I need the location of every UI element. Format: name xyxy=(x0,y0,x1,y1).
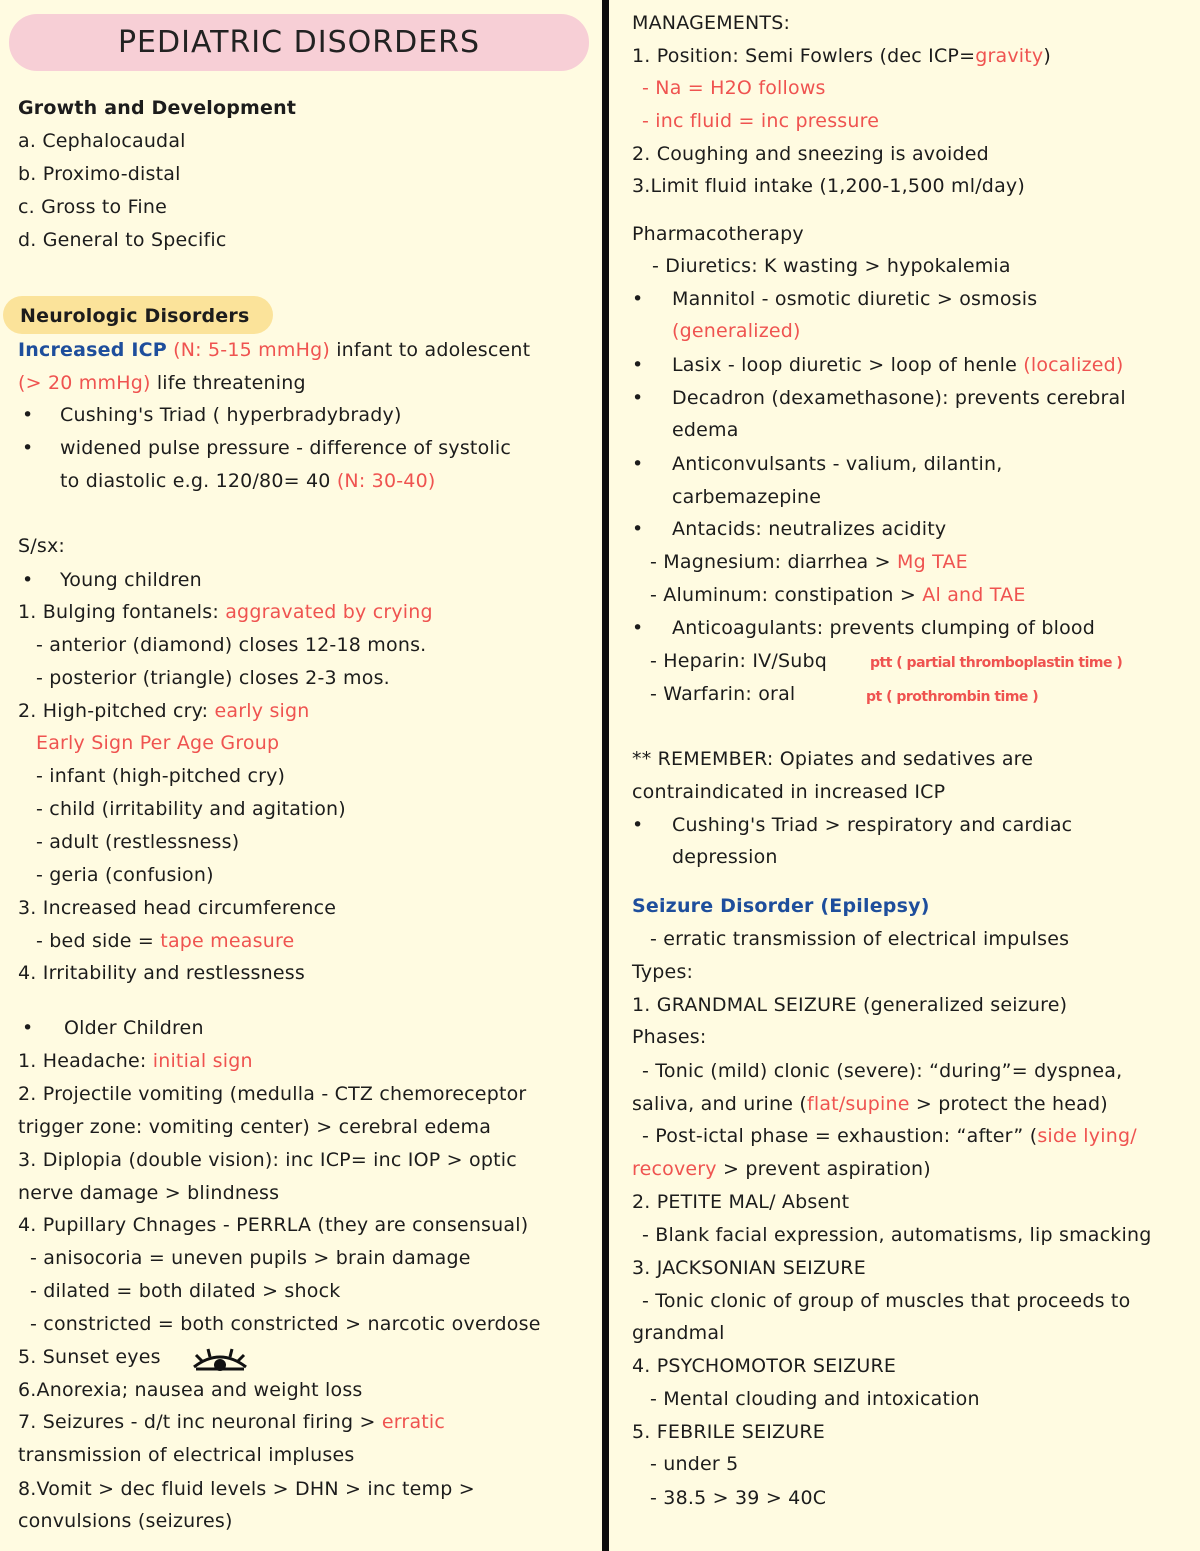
neuro-heading: Neurologic Disorders xyxy=(20,305,250,327)
cry-note: early sign xyxy=(214,700,310,722)
warfarin-handwritten-note: pt ( prothrombin time ) xyxy=(866,689,1039,705)
pharm-line: Mannitol - osmotic diuretic > osmosis xyxy=(672,288,1038,310)
growth-item: b. Proximo-distal xyxy=(18,163,181,185)
remember-line: depression xyxy=(672,846,778,868)
seizure-line xyxy=(642,1125,1137,1147)
seizure-line: - under 5 xyxy=(650,1453,739,1475)
pharm-heading: Pharmacotherapy xyxy=(632,223,804,245)
pharm-line: - Diuretics: K wasting > hypokalemia xyxy=(652,255,1011,277)
pharm-line: edema xyxy=(672,419,739,441)
recovery-action: > prevent aspiration) xyxy=(723,1158,931,1180)
growth-heading: Growth and Development xyxy=(18,97,297,119)
pharm-line: Decadron (dexamethasone): prevents cerebral xyxy=(672,387,1126,409)
postictal-label: - Post-ictal phase = exhaustion: “after” ( xyxy=(642,1125,1038,1147)
remember-line: contraindicated in increased ICP xyxy=(632,781,946,803)
bullet-icon: • xyxy=(632,518,644,540)
ssx-line xyxy=(18,700,310,722)
bullet-icon: • xyxy=(632,387,644,409)
seizure-line xyxy=(632,1093,1108,1115)
seizure-line: grandmal xyxy=(632,1322,725,1344)
lasix-note: (localized) xyxy=(1023,354,1124,376)
page-title: PEDIATRIC DISORDERS xyxy=(9,14,589,71)
position-label: 1. Position: Semi Fowlers (dec ICP= xyxy=(632,45,976,67)
lasix-label: Lasix - loop diuretic > loop of henle xyxy=(672,354,1017,376)
pharm-line: (generalized) xyxy=(672,320,801,342)
ssx-line: nerve damage > blindness xyxy=(18,1182,280,1204)
ssx-line: 4. Irritability and restlessness xyxy=(18,962,305,984)
seizure-line: 4. PSYCHOMOTOR SEIZURE xyxy=(632,1355,897,1377)
bullet-icon: • xyxy=(632,453,644,475)
remember-line: ** REMEMBER: Opiates and sedatives are xyxy=(632,748,1034,770)
remember-line: Cushing's Triad > respiratory and cardiac xyxy=(672,814,1073,836)
postictal-position: side lying/ xyxy=(1037,1125,1137,1147)
icp-line xyxy=(18,339,530,361)
pharm-line: - Heparin: IV/Subq xyxy=(650,650,827,672)
seizure-line: - 38.5 > 39 > 40C xyxy=(650,1487,827,1509)
pharm-line: - Warfarin: oral xyxy=(650,683,796,705)
pulse-normal: (N: 30-40) xyxy=(336,470,436,492)
seizure-label: 7. Seizures - d/t inc neuronal firing > xyxy=(18,1411,376,1433)
seizure-line: 1. GRANDMAL SEIZURE (generalized seizure) xyxy=(632,994,1068,1016)
bedside-note: tape measure xyxy=(160,930,295,952)
ssx-line: - anterior (diamond) closes 12-18 mons. xyxy=(36,634,427,656)
seizure-line: - Blank facial expression, automatisms, lip smacking xyxy=(642,1224,1152,1246)
older-children: Older Children xyxy=(64,1017,204,1039)
ssx-line xyxy=(36,930,294,952)
ssx-line: - geria (confusion) xyxy=(36,864,214,886)
phase-action: > protect the head) xyxy=(915,1093,1108,1115)
seizure-line: 5. FEBRILE SEIZURE xyxy=(632,1421,825,1443)
bullet-icon: • xyxy=(632,288,644,310)
ssx-line: 3. Increased head circumference xyxy=(18,897,337,919)
bullet-icon: • xyxy=(632,354,644,376)
recovery-position: recovery xyxy=(632,1158,717,1180)
pulse-example: to diastolic e.g. 120/80= 40 xyxy=(60,470,331,492)
phase-position: flat/supine xyxy=(806,1093,910,1115)
position-close: ) xyxy=(1043,45,1051,67)
pulse-bullet-cont xyxy=(60,470,436,492)
headache-label: 1. Headache: xyxy=(18,1050,147,1072)
pharm-line xyxy=(650,584,1026,606)
bullet-icon: • xyxy=(22,404,34,426)
pharm-line: Antacids: neutralizes acidity xyxy=(672,518,947,540)
headache-note: initial sign xyxy=(152,1050,253,1072)
mgmt-line: 2. Coughing and sneezing is avoided xyxy=(632,143,989,165)
aluminum-label: - Aluminum: constipation > xyxy=(650,584,917,606)
young-children: Young children xyxy=(60,569,202,591)
seizure-line: Types: xyxy=(632,961,694,983)
pharm-line: carbemazepine xyxy=(672,486,822,508)
seizure-line: Phases: xyxy=(632,1026,707,1048)
growth-item: c. Gross to Fine xyxy=(18,196,167,218)
icp-tail: infant to adolescent xyxy=(336,339,531,361)
bullet-icon: • xyxy=(632,814,644,836)
ssx-line xyxy=(18,1050,253,1072)
seizure-heading: Seizure Disorder (Epilepsy) xyxy=(632,895,930,917)
ssx-line: 5. Sunset eyes xyxy=(18,1346,161,1368)
ssx-line: - child (irritability and agitation) xyxy=(36,798,346,820)
ssx-line: - constricted = both constricted > narcotic overdose xyxy=(30,1313,541,1335)
cry-label: 2. High-pitched cry: xyxy=(18,700,209,722)
seizure-line: - erratic transmission of electrical impulses xyxy=(650,928,1070,950)
threat-line xyxy=(18,372,306,394)
pharm-line xyxy=(650,551,968,573)
mgmt-line: - Na = H2O follows xyxy=(642,77,826,99)
ssx-line: - adult (restlessness) xyxy=(36,831,240,853)
icp-term: Increased ICP xyxy=(18,339,167,361)
column-divider xyxy=(602,0,609,1551)
ssx-line: - anisocoria = uneven pupils > brain damage xyxy=(30,1247,471,1269)
bedside-label: - bed side = xyxy=(36,930,155,952)
ssx-line: 6.Anorexia; nausea and weight loss xyxy=(18,1379,363,1401)
phase-label: saliva, and urine ( xyxy=(632,1093,807,1115)
age-group-heading: Early Sign Per Age Group xyxy=(36,732,280,754)
threat-text: life threatening xyxy=(156,372,306,394)
ssx-line: 4. Pupillary Chnages - PERRLA (they are consensual) xyxy=(18,1214,529,1236)
ssx-line: - posterior (triangle) closes 2-3 mos. xyxy=(36,667,390,689)
ssx-line: 8.Vomit > dec fluid levels > DHN > inc temp > xyxy=(18,1478,475,1500)
ssx-heading: S/sx: xyxy=(18,535,66,557)
ssx-line: transmission of electrical impluses xyxy=(18,1444,355,1466)
right-column xyxy=(632,0,1192,1551)
mgmt-heading: MANAGEMENTS: xyxy=(632,12,791,34)
aluminum-note: Al and TAE xyxy=(922,584,1026,606)
ssx-line: trigger zone: vomiting center) > cerebral edema xyxy=(18,1116,492,1138)
mgmt-line: - inc fluid = inc pressure xyxy=(642,110,880,132)
seizure-line: - Tonic clonic of group of muscles that proceeds to xyxy=(642,1290,1131,1312)
cushing-bullet: Cushing's Triad ( hyperbradybrady) xyxy=(60,404,402,426)
bullet-icon: • xyxy=(22,1017,34,1039)
seizure-line: - Tonic (mild) clonic (severe): “during”= dyspnea, xyxy=(642,1060,1123,1082)
bullet-icon: • xyxy=(22,437,34,459)
icp-normal: (N: 5-15 mmHg) xyxy=(173,339,330,361)
left-column xyxy=(18,0,593,1551)
bullet-icon: • xyxy=(632,617,644,639)
heparin-handwritten-note: ptt ( partial thromboplastin time ) xyxy=(870,655,1123,671)
magnesium-label: - Magnesium: diarrhea > xyxy=(650,551,891,573)
ssx-line: 3. Diplopia (double vision): inc ICP= inc IOP > optic xyxy=(18,1149,517,1171)
ssx-line xyxy=(18,1411,445,1433)
pharm-line: Anticoagulants: prevents clumping of blood xyxy=(672,617,1096,639)
mgmt-line xyxy=(632,45,1051,67)
ssx-line: 2. Projectile vomiting (medulla - CTZ chemoreceptor xyxy=(18,1083,527,1105)
fontanel-note: aggravated by crying xyxy=(225,601,433,623)
mgmt-line: 3.Limit fluid intake (1,200-1,500 ml/day) xyxy=(632,175,1025,197)
pharm-line xyxy=(672,354,1124,376)
ssx-line: - infant (high-pitched cry) xyxy=(36,765,286,787)
ssx-line xyxy=(18,601,433,623)
seizure-line xyxy=(632,1158,931,1180)
growth-item: a. Cephalocaudal xyxy=(18,130,186,152)
threat-value: (> 20 mmHg) xyxy=(18,372,151,394)
sunset-eye-icon xyxy=(188,1341,252,1375)
ssx-line: convulsions (seizures) xyxy=(18,1510,233,1532)
ssx-line: - dilated = both dilated > shock xyxy=(30,1280,341,1302)
pharm-line: Anticonvulsants - valium, dilantin, xyxy=(672,453,1003,475)
pulse-bullet: widened pulse pressure - difference of systolic xyxy=(60,437,511,459)
growth-item: d. General to Specific xyxy=(18,229,227,251)
position-note: gravity xyxy=(975,45,1044,67)
seizure-line: 2. PETITE MAL/ Absent xyxy=(632,1191,850,1213)
seizure-line: 3. JACKSONIAN SEIZURE xyxy=(632,1257,866,1279)
seizure-line: - Mental clouding and intoxication xyxy=(650,1388,980,1410)
bullet-icon: • xyxy=(22,569,34,591)
magnesium-note: Mg TAE xyxy=(897,551,968,573)
seizure-note: erratic xyxy=(381,1411,446,1433)
fontanel-label: 1. Bulging fontanels: xyxy=(18,601,219,623)
